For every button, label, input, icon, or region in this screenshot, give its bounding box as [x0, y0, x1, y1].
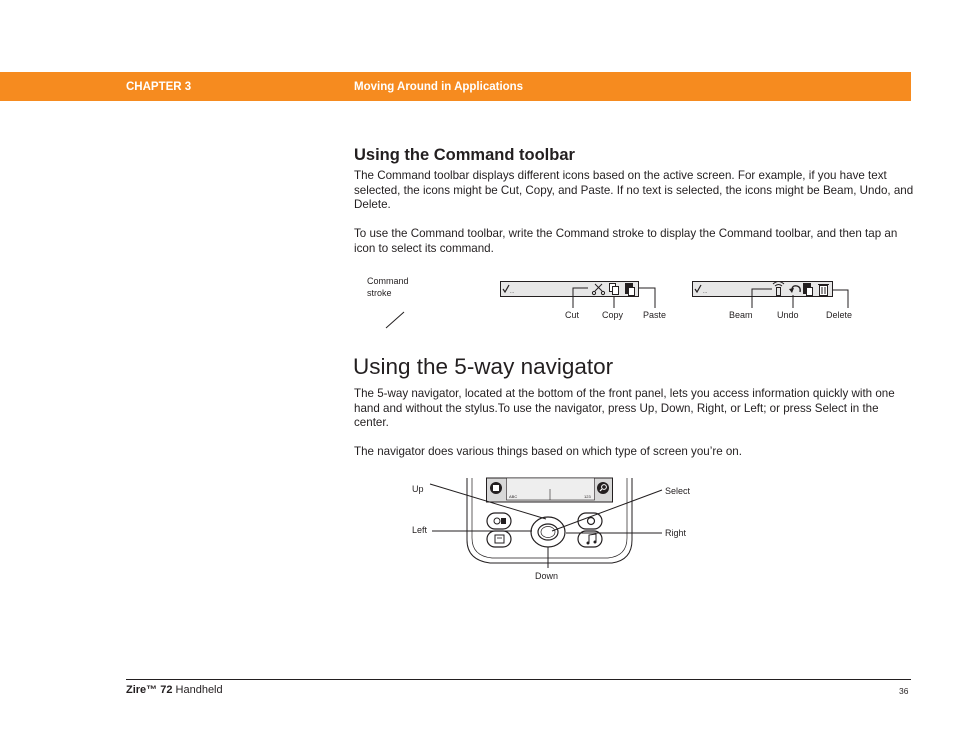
label-right: Right: [665, 528, 687, 538]
screen-text-123: 123: [584, 494, 591, 499]
label-up: Up: [412, 484, 424, 494]
command-stroke-label-line1: Command: [367, 276, 409, 286]
footer-product: [126, 684, 223, 696]
label-select: Select: [665, 486, 691, 496]
chapter-title: Moving Around in Applications: [354, 81, 524, 93]
app-button-calendar[interactable]: [487, 513, 511, 529]
toolbar-ellipsis: ...: [510, 289, 515, 295]
toolbar-ellipsis: ...: [703, 289, 708, 295]
page-number: 36: [899, 686, 909, 696]
label-cut: Cut: [565, 310, 580, 320]
footer-product-suffix: Handheld: [172, 684, 223, 696]
screen-text-abc: ABC: [509, 494, 518, 499]
footer-product-name: Zire™ 72: [126, 684, 173, 696]
applications-icon: [490, 482, 502, 494]
navigator-paragraph-2: The navigator does various things based on which type of screen you’re on.: [354, 445, 742, 458]
find-icon: [597, 482, 609, 494]
section-heading-5-way-navigator: Using the 5-way navigator: [353, 354, 614, 379]
graffiti-area: [507, 478, 595, 500]
label-left: Left: [412, 525, 428, 535]
label-paste: Paste: [643, 310, 667, 320]
command-toolbar-paragraph-2: To use the Command toolbar, write the Command stroke to display the Command toolbar, and then tap an icon to select its command.: [354, 227, 898, 255]
command-stroke-label-line2: stroke: [367, 288, 392, 298]
label-delete: Delete: [826, 310, 853, 320]
command-toolbar-paragraph-1: The Command toolbar displays different icons based on the active screen. For example, if you have text selected, the icons might be Cut, Copy, and Paste. If no text is selected, the icons might be Beam, Undo, and Delete.: [354, 169, 914, 212]
five-way-navigator[interactable]: [531, 517, 565, 547]
label-beam: Beam: [729, 310, 753, 320]
navigator-paragraph-1: The 5-way navigator, located at the bottom of the front panel, lets you access information quickly with one hand and without the stylus.To use the navigator, press Up, Down, Right, or Left; or press Select in the center.: [354, 387, 895, 430]
app-button-contacts[interactable]: [487, 531, 511, 547]
label-undo: Undo: [777, 310, 799, 320]
label-down: Down: [535, 571, 559, 581]
section-heading-command-toolbar: Using the Command toolbar: [354, 146, 575, 164]
label-copy: Copy: [602, 310, 624, 320]
footer-rule: [126, 679, 911, 680]
app-button-camera[interactable]: [578, 513, 602, 529]
chapter-number: CHAPTER 3: [126, 81, 192, 93]
